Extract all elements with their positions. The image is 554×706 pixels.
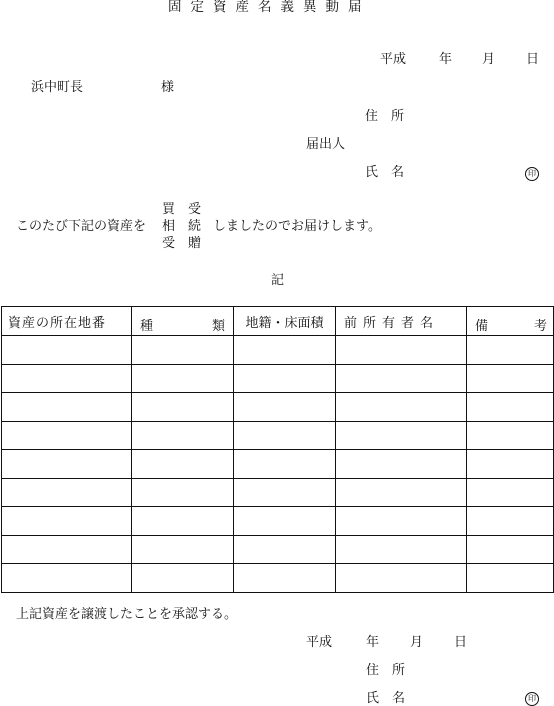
transfer-option-gift: 受 贈 <box>162 236 202 251</box>
table-cell[interactable] <box>132 535 234 564</box>
table-cell[interactable] <box>234 364 336 393</box>
table-cell[interactable] <box>234 507 336 536</box>
notifier-address-label: 住 所 <box>365 109 405 124</box>
table-cell[interactable] <box>132 336 234 365</box>
table-cell[interactable] <box>2 364 132 393</box>
table-row <box>2 450 554 479</box>
table-cell[interactable] <box>234 535 336 564</box>
consent-date-era: 平成 <box>306 635 333 650</box>
table-cell[interactable] <box>132 421 234 450</box>
table-row <box>2 507 554 536</box>
transfer-option-purchase: 買 受 <box>162 202 202 217</box>
table-row <box>2 364 554 393</box>
table-cell[interactable] <box>336 393 467 422</box>
table-cell[interactable] <box>234 478 336 507</box>
date-year: 年 <box>439 52 453 67</box>
consent-date-year: 年 <box>366 635 380 650</box>
table-cell[interactable] <box>336 507 467 536</box>
table-cell[interactable] <box>234 564 336 593</box>
consent-date-day: 日 <box>454 635 468 650</box>
table-cell[interactable] <box>132 478 234 507</box>
consent-name-label: 氏 名 <box>366 691 406 706</box>
table-cell[interactable] <box>467 421 554 450</box>
date-month: 月 <box>482 52 496 67</box>
header-location: 資産の所在地番 <box>2 307 132 336</box>
table-header-row <box>2 307 554 336</box>
table-row <box>2 535 554 564</box>
table-cell[interactable] <box>336 364 467 393</box>
asset-table <box>1 306 554 593</box>
table-cell[interactable] <box>2 507 132 536</box>
table-cell[interactable] <box>467 393 554 422</box>
table-cell[interactable] <box>2 564 132 593</box>
table-row <box>2 478 554 507</box>
table-cell[interactable] <box>234 421 336 450</box>
table-cell[interactable] <box>2 450 132 479</box>
consent-address-label: 住 所 <box>366 663 406 678</box>
page-title: 固定資産名義異動届 <box>168 0 371 15</box>
consent-date-month: 月 <box>410 635 424 650</box>
table-cell[interactable] <box>467 535 554 564</box>
table-cell[interactable] <box>467 507 554 536</box>
table-cell[interactable] <box>234 336 336 365</box>
table-cell[interactable] <box>2 393 132 422</box>
table-cell[interactable] <box>336 336 467 365</box>
date-day: 日 <box>526 52 540 67</box>
table-row <box>2 421 554 450</box>
table-cell[interactable] <box>336 450 467 479</box>
seal-mark: 印 <box>525 167 539 181</box>
table-cell[interactable] <box>467 478 554 507</box>
consent-seal-mark: 印 <box>525 692 539 706</box>
consent-text: 上記資産を譲渡したことを承認する。 <box>16 607 238 622</box>
table-cell[interactable] <box>467 364 554 393</box>
table-row <box>2 564 554 593</box>
table-cell[interactable] <box>336 421 467 450</box>
table-cell[interactable] <box>2 421 132 450</box>
notifier-name-label: 氏 名 <box>365 165 405 180</box>
table-cell[interactable] <box>132 364 234 393</box>
header-remarks: 備 考 <box>467 307 554 336</box>
transfer-prefix: このたび下記の資産を <box>16 219 147 234</box>
table-cell[interactable] <box>336 535 467 564</box>
table-cell[interactable] <box>132 564 234 593</box>
table-row <box>2 336 554 365</box>
table-cell[interactable] <box>132 450 234 479</box>
header-type: 種 類 <box>132 307 234 336</box>
table-cell[interactable] <box>234 450 336 479</box>
addressee-name: 浜中町長 <box>31 80 84 95</box>
table-cell[interactable] <box>467 564 554 593</box>
table-body <box>2 336 554 593</box>
table-cell[interactable] <box>2 336 132 365</box>
date-era: 平成 <box>380 52 407 67</box>
record-mark: 記 <box>271 273 285 288</box>
transfer-suffix: しましたのでお届けします。 <box>213 219 381 234</box>
header-previous-owner: 前所有者名 <box>336 307 467 336</box>
table-cell[interactable] <box>467 450 554 479</box>
table-cell[interactable] <box>336 478 467 507</box>
table-cell[interactable] <box>132 507 234 536</box>
notifier-role-label: 届出人 <box>306 137 346 152</box>
table-cell[interactable] <box>2 535 132 564</box>
table-cell[interactable] <box>2 478 132 507</box>
table-cell[interactable] <box>132 393 234 422</box>
table-row <box>2 393 554 422</box>
addressee-honorific: 様 <box>161 80 175 95</box>
table-cell[interactable] <box>234 393 336 422</box>
table-cell[interactable] <box>336 564 467 593</box>
transfer-option-inheritance: 相 続 <box>162 219 202 234</box>
table-cell[interactable] <box>467 336 554 365</box>
header-land-area: 地籍・床面積 <box>234 307 336 336</box>
